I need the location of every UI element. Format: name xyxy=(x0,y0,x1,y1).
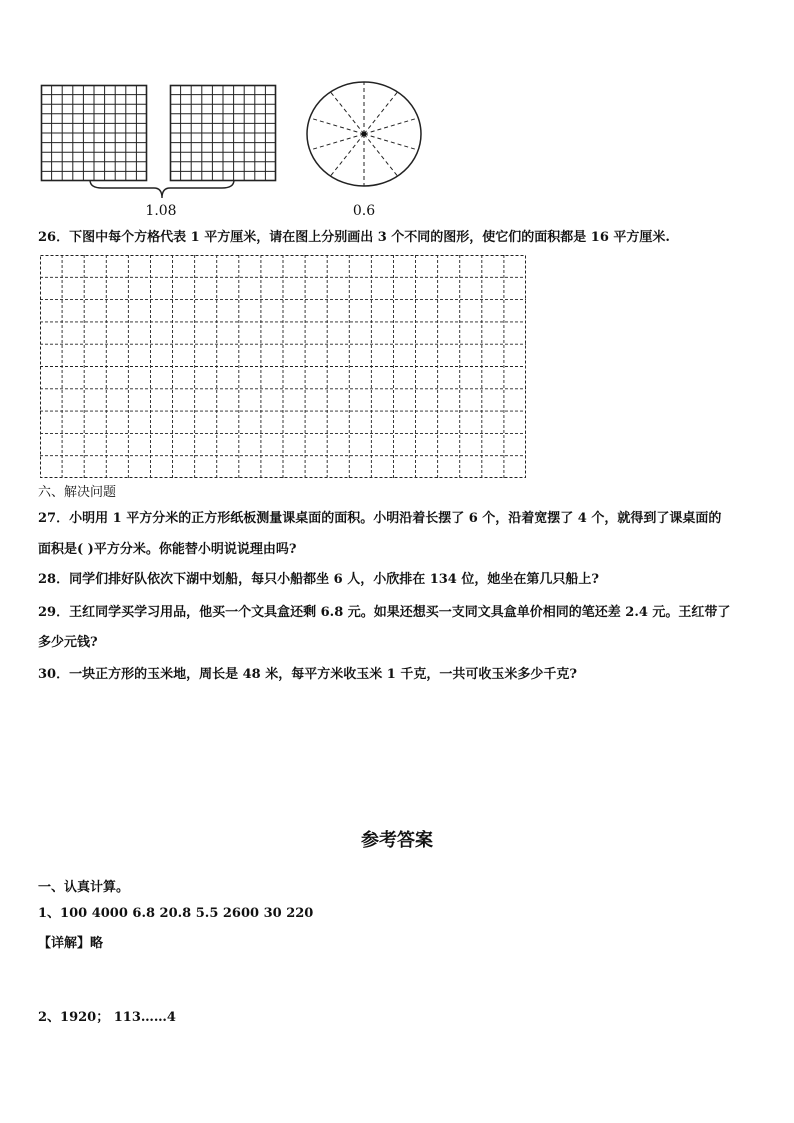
question-29-line1: 29．王红同学买学习用品，他买一个文具盒还剩 6.8 元。如果还想买一支同文具盒单价相同的笔还差 2.4 元。王红带了 xyxy=(38,605,731,620)
answer-detail: 【详解】略 xyxy=(38,936,104,951)
label-circle-value: 0.6 xyxy=(352,203,376,219)
answers-title: 参考答案 xyxy=(361,830,433,851)
answer-2: 2、1920； 113……4 xyxy=(38,1010,176,1025)
question-30: 30．一块正方形的玉米地，周长是 48 米，每平方米收玉米 1 千克，一共可收玉米多少千克? xyxy=(38,667,577,682)
question-27-line1: 27．小明用 1 平方分米的正方形纸板测量课桌面的面积。小明沿着长摆了 6 个，沿着宽摆了 4 个，就得到了课桌面的 xyxy=(38,511,722,526)
label-squares-value: 1.08 xyxy=(145,203,177,219)
grid-square-left xyxy=(41,85,147,181)
section-6-heading: 六、解决问题 xyxy=(38,485,117,500)
grid-square-right xyxy=(170,85,276,181)
answer-1: 1、100 4000 6.8 20.8 5.5 2600 30 220 xyxy=(38,906,314,921)
brace-under-squares xyxy=(88,178,236,200)
circle-divided-diagram xyxy=(305,80,423,188)
question-29-line2: 多少元钱? xyxy=(38,635,98,650)
answers-section-1: 一、认真计算。 xyxy=(38,880,130,895)
question-27-line2: 面积是( )平方分米。你能替小明说说理由吗? xyxy=(38,542,297,557)
drawing-grid xyxy=(40,255,526,478)
question-28: 28．同学们排好队依次下湖中划船，每只小船都坐 6 人，小欣排在 134 位，她坐在第几只船上? xyxy=(38,572,599,587)
question-26: 26．下图中每个方格代表 1 平方厘米，请在图上分别画出 3 个不同的图形，使它们的面积都是 16 平方厘米. xyxy=(38,230,670,245)
